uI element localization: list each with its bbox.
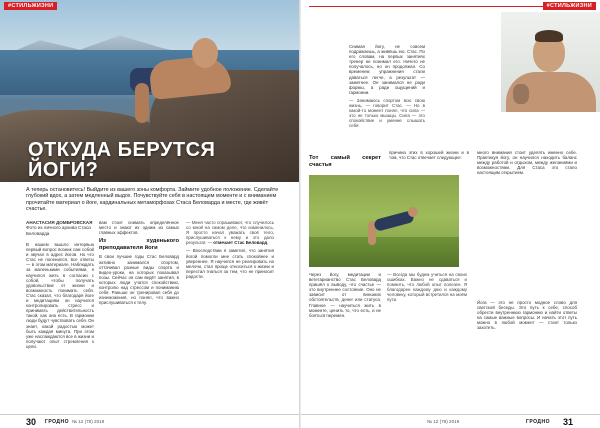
right-page bbox=[301, 0, 600, 428]
column-3: — Меня часто спрашивают, что случилось со мной на самом деле, что изменилось. Я просто начал уважать своё тело, прислушиваться к нему и это дало результат. — отмечает Стас Беловард. — Впоследствии я заметил, что занятия йогой помогли мне стать спокойнее и увереннее. Я научился не реагировать на мелочи, стал проще относиться к жизни и перестал гнаться за тем, что не приносит радости. bbox=[186, 220, 274, 279]
left-page bbox=[0, 0, 299, 428]
portrait-photo bbox=[501, 12, 600, 112]
footer-brand: ГРОДНО bbox=[526, 419, 550, 425]
footer-brand: ГРОДНО bbox=[45, 419, 69, 425]
pull-quote: — Меня часто спрашивают, что случилось со мной на самом деле, что изменилось. Я просто начал уважать своё тело, прислушиваться к нему и это дало результат. — отмечает Стас Беловард. bbox=[186, 220, 274, 246]
column-2: причина этих в хорошей жизни и в том, что Стас отвечает следующее: bbox=[389, 150, 469, 161]
footer-issue: № 12 (78) 2019 bbox=[427, 419, 460, 424]
yogi-figure bbox=[130, 28, 250, 123]
column-3b: Йога — это не просто модное слово для светской беседы. Это путь к себе, способ обрести внутреннюю гармонию и найти ответы на самые важные вопросы. И начать этот путь можно в любой момент — стоит только захотеть. bbox=[477, 300, 577, 331]
yoga-photo-grass bbox=[309, 175, 459, 267]
page-number: 31 bbox=[563, 417, 574, 427]
byline bbox=[26, 220, 94, 236]
column-1: В нашем вышло интервью первый вопрос возник сам собой и звучал в адрес йогов. Но что Стас не поленился, все ответы — в этом материале. Наблюдать за маленькими событиями, я научился жить в согласии с собой, чтобы получать удовольствие от жизни и возможность понимать себя. Стаc сказал, что благодаря йоге и медитациям он научился контролировать стресс и принимать действительность такой, как она есть. В гармонии люди будут чувствовать себя. Он знает, какой радостью может быть каждая минута. При этом уже наслаждаются все в жизни и получают опыт стремления к цели. bbox=[26, 242, 94, 349]
page-footer bbox=[301, 414, 600, 428]
column-1: Снимая йогу, не совсем подражаешь, а живёшь ею. Стас. По его словам, на первых занятиях тренер не понимал его. Ничего не получалось, но он продолжал. Со временем упражнения стали даваться легче, а результат — заметнее. Он занимался не ради формы, а ради ощущений и гармонии. — Занимаюсь спортом всю свою жизнь, — говорит Стас. — Но в какой-то момент понял, что сила — это не только мышцы. Сила — это спокойствие и умение слышать себя. bbox=[349, 44, 425, 129]
section-tag: #СТИЛЬЖИЗНИ bbox=[543, 2, 596, 10]
column-1c: Через йогу, медитации и вегетарианство Стас Беловард пришёл к выводу, что счастье — это внутреннее состояние. Оно не зависит от внешних обстоятельств, денег или статуса. Главное — научиться жить в моменте, ценить то, что есть, и не бояться перемен. bbox=[309, 272, 381, 318]
tag-rule bbox=[309, 6, 548, 7]
section-tag: #СТИЛЬЖИЗНИ bbox=[4, 2, 57, 10]
page-footer bbox=[0, 414, 299, 428]
article-lead: А теперь остановитесь! Выйдите из вашего зоны комфорта. Займите удобное положение. Сделайте глубокий вдох, а затем медленный выдох. Почувствуйте себя в настоящем моменте и с вниманием прочитайте материал о йоге, кардинальных метаморфозах Стаса Беловарда и месте, где живёт счастье. bbox=[26, 187, 279, 213]
footer-issue: № 12 (78) 2019 bbox=[72, 419, 105, 424]
byline-author: АНАСТАСИЯ ДОМБРОВСКАЯ bbox=[26, 220, 93, 225]
page-number: 30 bbox=[26, 417, 37, 427]
section-subhead: Тот самый секрет счастья bbox=[309, 155, 381, 168]
yogi-figure bbox=[364, 207, 424, 247]
byline-photo-credit: Фото из личного архива Стаса Беловарда bbox=[26, 225, 91, 236]
column-1b bbox=[309, 152, 381, 171]
column-2: вам стоит снимать определённое место и знают их одним из самых главных эффектов. Из худенького преподавателя йоги В свои лучшие годы Стас Беловард активно занимался спортом, оттачивал разные виды спорта и видео-уроки, на которых показывал позы. Сейчас он сам ведёт занятия, в которых люди учатся спокойствию, контролю над стрессом и пониманию себя. Раньше он тренировал себя до изнеможения, но понял, что важно прислушиваться к телу. bbox=[99, 220, 179, 306]
section-subhead: Из худенького преподавателя йоги bbox=[99, 238, 179, 251]
article-headline: ОТКУДА БЕРУТСЯ ЙОГИ? bbox=[28, 139, 216, 181]
column-3: много внимания стоит уделять именно себе. Практикуя йогу, он научился находить баланс между работой и отдыхом, между желаниями и возможностями. Для Стаса это стало настоящим открытием. bbox=[477, 150, 577, 176]
column-2b: — Всегда мы будем учиться на своих ошибках. Важно не сдаваться и помнить, что любой опыт полезен. Я благодарен каждому дню и каждому человеку, который встретился на моём пути. bbox=[387, 272, 467, 303]
